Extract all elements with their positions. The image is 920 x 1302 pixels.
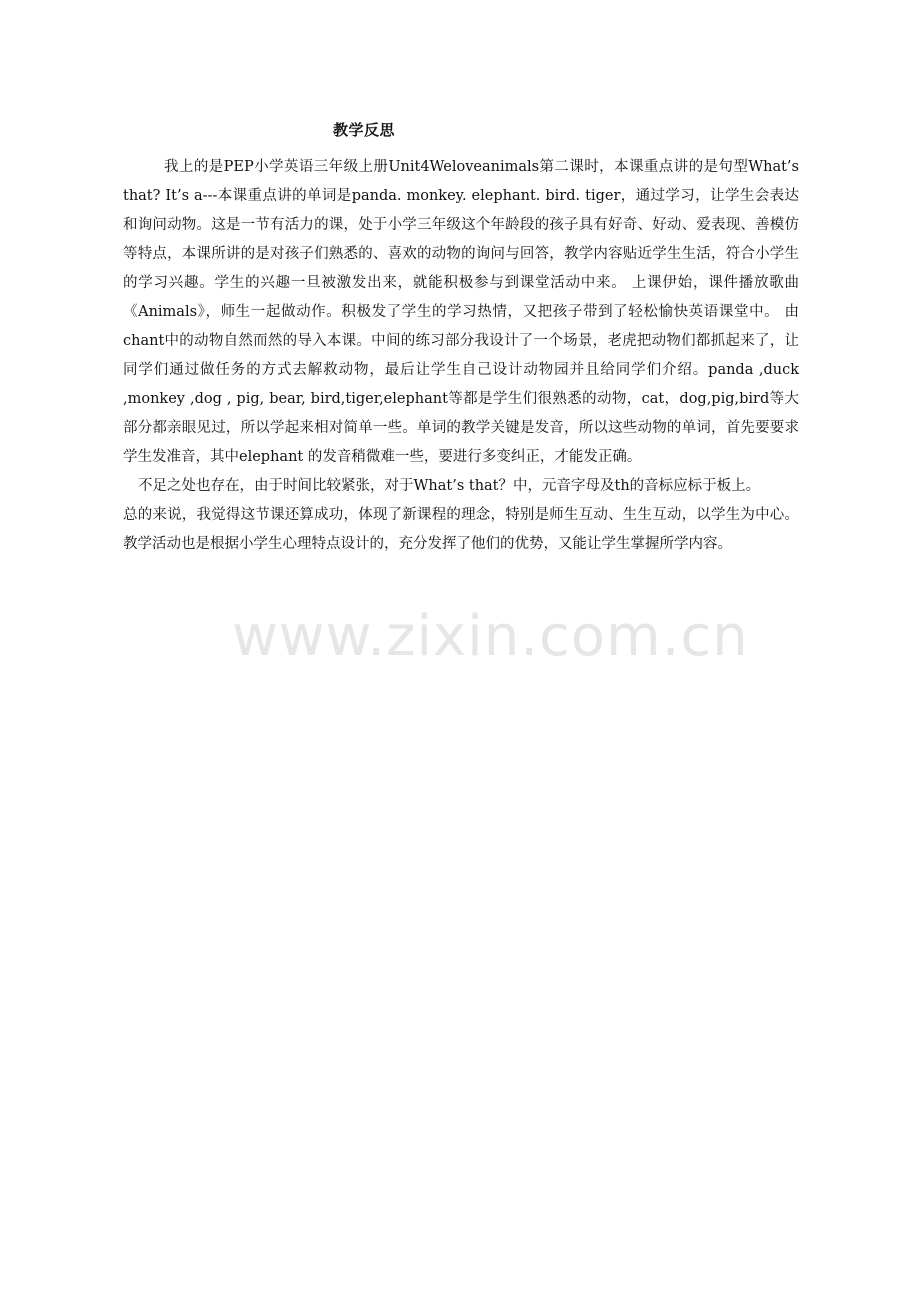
paragraph-shortcomings: 不足之处也存在，由于时间比较紧张，对于What’s that？中，元音字母及th的音标应标于板上。 <box>138 478 761 494</box>
paragraph-conclusion: 总的来说，我觉得这节课还算成功，体现了新课程的理念，特别是师生互动、生生互动，以学生为中心。教学活动也是根据小学生心理特点设计的，充分发挥了他们的优势，又能让学生掌握所学内容。 <box>123 507 799 552</box>
document-body <box>123 153 799 559</box>
document-title: 教学反思 <box>333 121 396 139</box>
watermark: www.zixin.com.cn <box>232 604 749 669</box>
paragraph-reflection-summary: 我上的是PEP小学英语三年级上册Unit4Weloveanimals第二课时，本课重点讲的是句型What’s that? It’s a---本课重点讲的单词是panda. monkey. elephant. bird. tiger，通过学习，让学生会表达和询问动物。这是一节有活力的课，处于小学三年级这个年龄段的孩子具有好奇、好动、爱表现、善模仿等特点，本课所讲的是对孩子们熟悉的、喜欢的动物的询问与回答，教学内容贴近学生生活，符合小学生的学习兴趣。学生的兴趣一旦被激发出来，就能积极参与到课堂活动中来。 上课伊始，课件播放歌曲《Animals》，师生一起做动作。积极发了学生的学习热情，又把孩子带到了轻松愉快英语课堂中。 由chant中的动物自然而然的导入本课。中间的练习部分我设计了一个场景，老虎把动物们都抓起来了，让同学们通过做任务的方式去解救动物，最后让学生自己设计动物园并且给同学们介绍。panda ,duck ,monkey ,dog , pig, bear, bird,tiger,elephant等都是学生们很熟悉的动物，cat，dog,pig,bird等大部分都亲眼见过，所以学起来相对简单一些。单词的教学关键是发音，所以这些动物的单词，首先要要求学生发准音，其中elephant 的发音稍微难一些，要进行多变纠正，才能发正确。 <box>123 159 799 465</box>
